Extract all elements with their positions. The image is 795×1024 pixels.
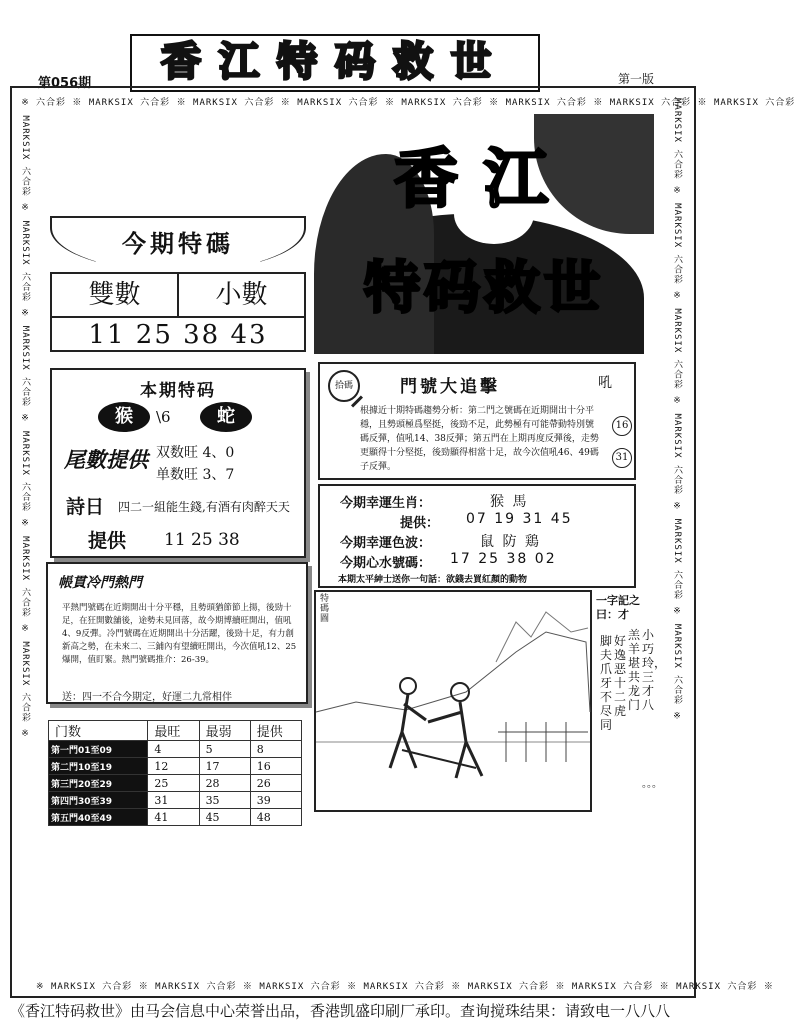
lucky-box (318, 484, 636, 588)
table-cell: 45 (199, 809, 250, 826)
zodiac-separator: \6 (156, 408, 171, 426)
illustration-caption: 特碼圖 (320, 594, 330, 624)
badge-text: 拾碼 (334, 381, 353, 391)
bottom-border-band: ※ MARKSIX 六合彩 ※ MARKSIX 六合彩 ※ MARKSIX 六合彩 ※ MARKSIX 六合彩 ※ MARKSIX 六合彩 ※ MARKSIX 六合彩 ※ MARKSIX 六合彩 ※ (36, 982, 774, 992)
gate-analysis-text: 根據近十期特碼趨勢分析：第二門之號碼在近期開出十分平穩，且勢頭極爲堅挺，後勁不足，此勢極有可能帶動特別號碼反彈，值吼14、38反彈；第五門在上期再度反彈後，走勢更顯得十分堅挺，後勁顯得相當十足，故今次值吼46、49碼子反彈。 (360, 406, 599, 472)
gate-name: 第三門20至29 (49, 775, 148, 792)
attribute-small: 小數 (215, 280, 268, 310)
gate-number-2: 31 (612, 448, 632, 468)
gate-name: 第二門10至19 (49, 758, 148, 775)
offer-numbers: 11 25 38 (164, 530, 240, 550)
table-header: 最弱 (199, 721, 250, 741)
hero-title-secondary: 特码救世 (364, 256, 604, 321)
tail-label: 尾數提供 (64, 448, 148, 472)
lucky-heart-value: 17 25 38 02 (450, 551, 557, 567)
top-border-band: 六合彩 ※ MARKSIX 六合彩 ※ MARKSIX 六合彩 ※ MARKSIX 六合彩 ※ MARKSIX 六合彩 ※ MARKSIX 六合彩 ※ MARKSIX 六合彩 ※ MARKSIX 六合彩 (36, 98, 795, 108)
table-cell: 4 (148, 741, 199, 758)
zodiac-snake: 蛇 (200, 402, 252, 432)
lucky-riddle: 本期太平紳士送你一句話：欲錢去買紅顏的動物 (338, 575, 528, 585)
table-cell: 12 (148, 758, 199, 775)
lucky-heart-label: 今期心水號碼： (340, 556, 432, 571)
table-row (49, 792, 302, 809)
masthead-title: 香江特码救世 (161, 39, 509, 85)
table-cell: 41 (148, 809, 199, 826)
lucky-color-label: 今期幸運色波： (340, 536, 432, 551)
edition-label: 第一版 (618, 72, 655, 86)
attribute-even: 雙數 (52, 274, 179, 316)
cold-hot-heading: 帳貫冷門熱門 (58, 575, 142, 591)
tail-even: 双数旺 4、0 (156, 445, 235, 461)
tail-odd: 单数旺 3、7 (156, 467, 235, 483)
one-word-box (596, 594, 667, 802)
today-special-numbers: 11 25 38 43 (50, 316, 306, 352)
cold-hot-footer: 送：四一不合今期定，好運二九常相伴 (62, 692, 232, 703)
gate-heading: 門號大追擊 (400, 377, 500, 397)
table-cell: 35 (199, 792, 250, 809)
lucky-zodiac-label: 今期幸運生肖： (340, 496, 432, 511)
poem-label: 詩日 (66, 496, 105, 518)
table-cell: 5 (199, 741, 250, 758)
masthead (130, 34, 540, 92)
one-word-line: 。。。 (642, 779, 662, 790)
gate-name: 第四門30至39 (49, 792, 148, 809)
table-header: 门数 (49, 721, 148, 741)
gate-analysis-box (318, 362, 636, 480)
gate-number-1: 16 (612, 416, 632, 436)
table-cell: 16 (250, 758, 301, 775)
lucky-zodiac-value: 猴 馬 (490, 494, 529, 510)
today-special-box (50, 216, 306, 350)
table-cell: 48 (250, 809, 301, 826)
left-border-band: ※ MARKSIX 六合彩 ※ MARKSIX 六合彩 ※ MARKSIX 六合彩 ※ MARKSIX 六合彩 ※ MARKSIX 六合彩 ※ MARKSIX 六合彩 ※ (20, 98, 30, 741)
poem-text: 四二一組能生錢,有酒有肉醉天天 (118, 500, 290, 514)
lucky-offer-value: 07 19 31 45 (466, 511, 573, 527)
today-special-attributes (50, 272, 306, 318)
gate-name: 第五門40至49 (49, 809, 148, 826)
gate-table (48, 720, 302, 826)
issue-special-box (50, 368, 306, 558)
lucky-color-value: 鼠 防 鶏 (480, 534, 541, 550)
cold-hot-text: 平熱門號碼在近期開出十分平穩，且勢頭猶節節上揚，後勁十足，在狂開數舖後，途勢未見回落，故今期博續旺開出，值吼4、9反彈。冷門號碼在近期開出十分活躍，後勁十足，有力創新高之勢，在未來二、三鋪內有望續旺開出，今次值吼12、25爆開，值盯緊。熱門號碼推介：26-39。 (62, 603, 297, 665)
table-cell: 28 (199, 775, 250, 792)
one-word-line: 脚夫爪牙不尽同 (600, 634, 613, 732)
footer-credit: 《香江特码救世》由马会信息中心荣誉出品，香港凯盛印刷厂承印。查询搅珠结果：请致电一八八八 (10, 1002, 671, 1020)
table-header-row (49, 721, 302, 741)
table-cell: 25 (148, 775, 199, 792)
lucky-offer-label: 提供： (400, 516, 440, 531)
one-word-title: 一字記之曰：才 (596, 594, 640, 621)
issue-number: 第056期 (38, 76, 92, 91)
issue-special-heading: 本期特码 (140, 381, 216, 401)
one-word-line: 小巧玲，三才八 (642, 628, 667, 712)
right-border-band: MARKSIX 六合彩 ※ MARKSIX 六合彩 ※ MARKSIX 六合彩 ※ MARKSIX 六合彩 ※ MARKSIX 六合彩 ※ MARKSIX 六合彩 ※ (672, 98, 682, 723)
table-row (49, 809, 302, 826)
table-cell: 17 (199, 758, 250, 775)
table-row (49, 758, 302, 775)
table-header: 最旺 (148, 721, 199, 741)
table-cell: 39 (250, 792, 301, 809)
one-word-line: 羔羊堪共龙门 (628, 628, 641, 712)
cold-hot-box (46, 562, 308, 704)
one-word-line: 好逸恶十二虎 (614, 634, 627, 718)
illustration (316, 592, 590, 810)
table-cell: 26 (250, 775, 301, 792)
illustration-box (314, 590, 592, 812)
offer-label: 提供 (88, 530, 127, 552)
table-row (49, 741, 302, 758)
table-cell: 31 (148, 792, 199, 809)
zodiac-monkey: 猴 (98, 402, 150, 432)
hero-banner (314, 114, 654, 358)
gate-name: 第一門01至09 (49, 741, 148, 758)
table-row (49, 775, 302, 792)
magnifier-icon (328, 370, 360, 402)
table-cell: 8 (250, 741, 301, 758)
today-special-heading: 今期特碼 (50, 216, 306, 272)
table-header: 提供 (250, 721, 301, 741)
gate-side-mark: 吼 (598, 375, 612, 391)
hero-title-primary: 香江 (394, 143, 574, 217)
